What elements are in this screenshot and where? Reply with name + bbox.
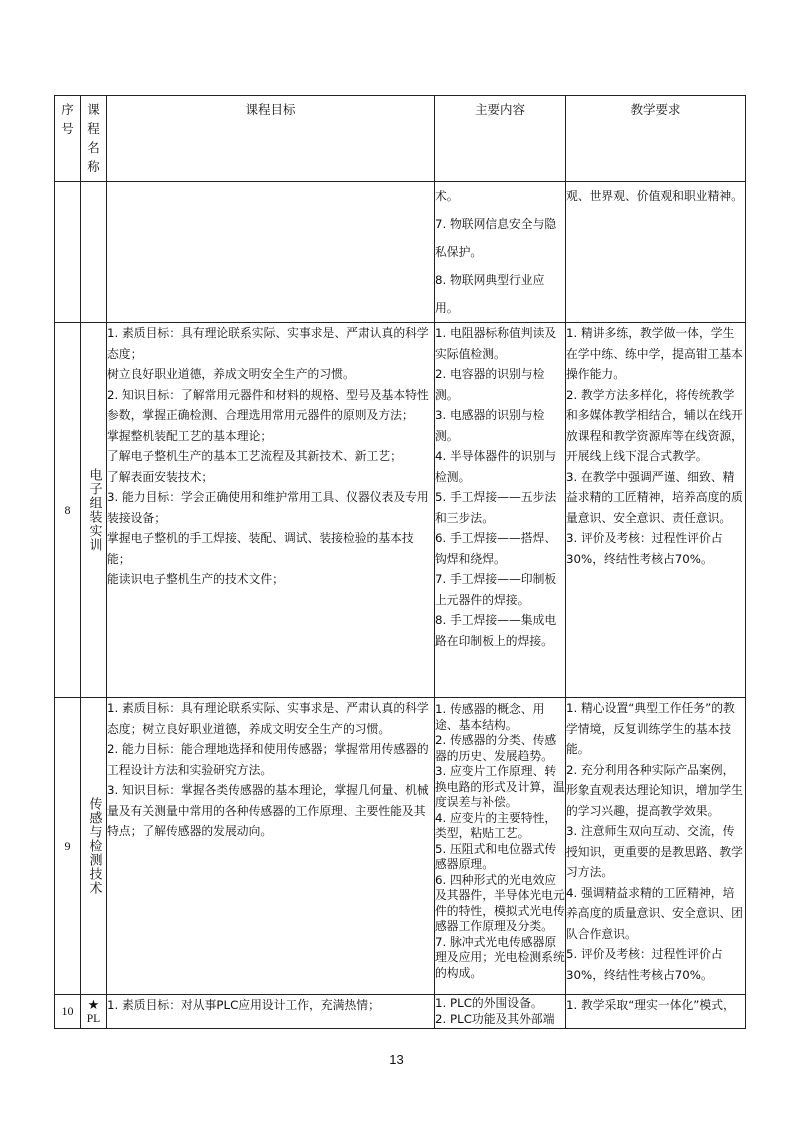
requirements-cell <box>566 182 746 323</box>
content-item: 2. PLC功能及其外部端 <box>435 1011 555 1026</box>
content-item: 8. 物联网典型行业应用。 <box>435 273 545 315</box>
row-number: 10 <box>55 995 81 1029</box>
content-item: 1. 电阻器标称值判读及实际值检测。 <box>435 326 557 361</box>
objectives-cell <box>107 698 435 995</box>
content-item: 4. 半导体器件的识别与检测。 <box>435 449 557 484</box>
header-objectives: 课程目标 <box>107 96 435 182</box>
objective-item: 2. 知识目标：了解常用元器件和材料的规格、型号及基本特性参数，掌握正确检测、合理选用常用元器件的原则及方法； <box>107 387 429 422</box>
content-cell <box>435 995 566 1029</box>
objective-item: 了解表面安装技术； <box>107 469 214 484</box>
content-item: 1. 传感器的概念、用途、基本结构。 <box>435 702 545 732</box>
requirement-item: 1. 教学采取“理实一体化”模式， <box>566 998 735 1012</box>
header-course-name <box>81 96 107 182</box>
row-number: 9 <box>55 698 81 995</box>
table-row <box>55 323 746 698</box>
content-item: 2. 电容器的识别与检测。 <box>435 367 545 402</box>
content-cell <box>435 698 566 995</box>
objective-item: 2. 能力目标：能合理地选择和使用传感器；掌握常用传感器的工程设计方法和实验研究方法。 <box>107 742 429 777</box>
table-row <box>55 995 746 1029</box>
header-seq-text: 序号 <box>61 102 74 136</box>
requirement-item: 5. 评价及考核：过程性评价占30%，终结性考核占70%。 <box>566 947 723 982</box>
course-table <box>54 95 746 1029</box>
requirements-cell <box>566 323 746 698</box>
objectives-cell <box>107 182 435 323</box>
objective-item: 掌握整机装配工艺的基本理论； <box>107 428 273 443</box>
requirement-item: 4. 强调精益求精的工匠精神，培养高度的质量意识、安全意识、团队合作意识。 <box>566 885 743 941</box>
content-item: 4. 应变片的主要特性，类型，粘贴工艺。 <box>435 810 557 840</box>
content-item: 6. 四种形式的光电效应及其器件，半导体光电元件的特性，模拟式光电传感器工作原理及分类。 <box>435 872 565 933</box>
objective-item: 1. 素质目标：具有理论联系实际、实事求是、严肃认真的科学态度；树立良好职业道德，养成文明安全生产的习惯。 <box>107 701 429 736</box>
requirements-cell <box>566 698 746 995</box>
table-header-row <box>55 96 746 182</box>
course-name <box>81 182 107 323</box>
row-number <box>55 182 81 323</box>
header-seq <box>55 96 81 182</box>
objective-item: 1. 素质目标：具有理论联系实际、实事求是、严肃认真的科学态度； <box>107 326 429 361</box>
course-name <box>81 995 107 1029</box>
objectives-cell <box>107 995 435 1029</box>
content-item: 7. 手工焊接——印制板上元器件的焊接。 <box>435 572 557 607</box>
table-row <box>55 698 746 995</box>
requirements-cell <box>566 995 746 1029</box>
content-item: 术。 <box>435 189 459 203</box>
requirement-item: 2. 充分利用各种实际产品案例，形象直观表达理论知识，增加学生的学习兴趣，提高教学效果。 <box>566 762 743 818</box>
objective-item: 树立良好职业道德，养成文明安全生产的习惯。 <box>107 367 355 381</box>
content-item: 5. 手工焊接——五步法和三步法。 <box>435 490 557 525</box>
objective-item: 3. 能力目标：学会正确使用和维护常用工具、仪器仪表及专用装接设备； <box>107 490 429 525</box>
header-requirements: 教学要求 <box>566 96 746 182</box>
content-item: 8. 手工焊接——集成电路在印制板上的焊接。 <box>435 613 557 648</box>
header-content: 主要内容 <box>435 96 566 182</box>
content-item: 6. 手工焊接——搭焊、钩焊和绕焊。 <box>435 531 557 566</box>
course-name-text: PL <box>86 1012 101 1025</box>
star-icon: ★ <box>87 997 100 1013</box>
objectives-cell <box>107 323 435 698</box>
requirement-item: 3. 评价及考核：过程性评价占30%，终结性考核占70%。 <box>566 531 723 566</box>
table-row <box>55 182 746 323</box>
row-number: 8 <box>55 323 81 698</box>
objective-item: 掌握电子整机的手工焊接、装配、调试、装接检验的基本技能； <box>107 531 414 566</box>
requirement-item: 观、世界观、价值观和职业精神。 <box>566 189 743 203</box>
content-item: 3. 应变片工作原理、转换电路的形式及计算，温度误差与补偿。 <box>435 764 565 809</box>
requirement-item: 1. 精讲多练，教学做一体，学生在学中练、练中学，提高钳工基本操作能力。 <box>566 326 743 381</box>
content-item: 5. 压阻式和电位器式传感器原理。 <box>435 841 557 871</box>
objective-item: 能读识电子整机生产的技术文件； <box>107 572 284 586</box>
requirement-item: 2. 教学方法多样化，将传统教学和多媒体教学相结合，辅以在线开放课程和教学资源库等在线资源，开展线上线下混合式教学。 <box>566 387 743 463</box>
content-item: 2. 传感器的分类、传感器的历史、发展趋势。 <box>435 733 557 763</box>
page-number: 13 <box>389 1052 404 1067</box>
requirement-item: 3. 在教学中强调严谨、细致、精益求精的工匠精神，培养高度的质量意识、安全意识、责任意识。 <box>566 469 743 525</box>
content-item: 3. 电感器的识别与检测。 <box>435 408 545 443</box>
course-name: 传感与检测技术 <box>81 698 107 995</box>
content-item: 1. PLC的外围设备。 <box>435 996 543 1010</box>
objective-item: 3. 知识目标：掌握各类传感器的基本理论，掌握几何量、机械量及有关测量中常用的各种传感器的工作原理、主要性能及其特点；了解传感器的发展动向。 <box>107 783 429 838</box>
content-cell <box>435 182 566 323</box>
requirement-item: 1. 精心设置“典型工作任务”的教学情境，反复训练学生的基本技能。 <box>566 701 735 756</box>
objective-item: 1. 素质目标：对从事PLC应用设计工作，充满热情； <box>107 998 380 1012</box>
content-item: 7. 脉冲式光电传感器原理及应用；光电检测系统的构成。 <box>435 934 565 980</box>
header-course-name-text: 课程名称 <box>87 102 100 174</box>
objective-item: 了解电子整机生产的基本工艺流程及其新技术、新工艺； <box>107 449 402 463</box>
course-name: 电子组装实训 <box>81 323 107 698</box>
content-cell <box>435 323 566 698</box>
requirement-item: 3. 注意师生双向互动、交流，传授知识，更重要的是教思路、教学习方法。 <box>566 824 743 879</box>
content-item: 7. 物联网信息安全与隐私保护。 <box>435 217 557 259</box>
